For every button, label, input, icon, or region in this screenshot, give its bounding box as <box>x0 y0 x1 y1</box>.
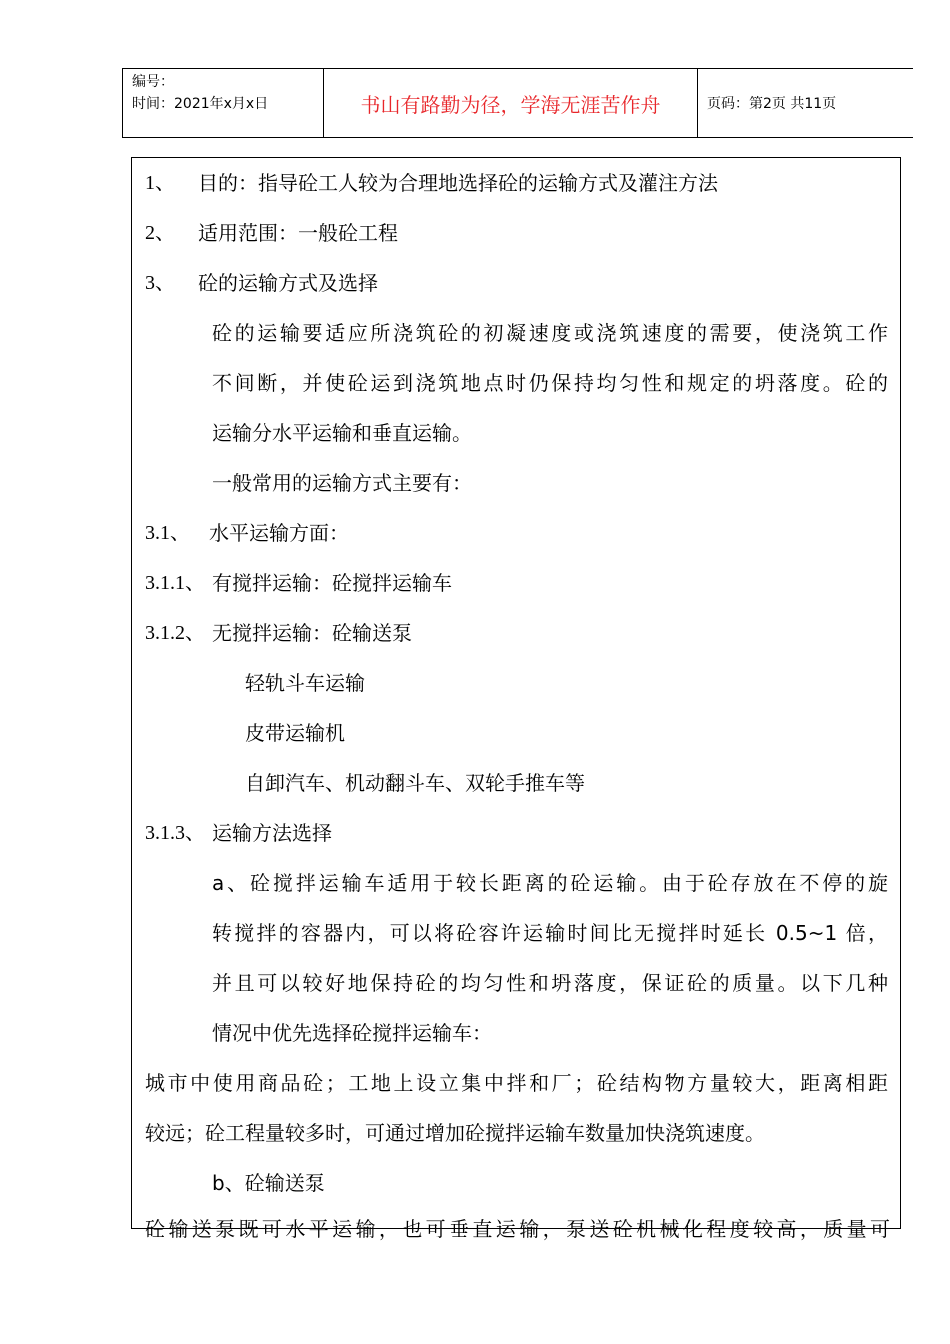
header-meta-cell <box>123 69 324 137</box>
subsection-3-1-1-number: 3.1.1、 <box>145 572 205 594</box>
subsection-3-1-text: 水平运输方面： <box>209 521 349 545</box>
paragraph-line: 运输分水平运输和垂直运输。 <box>212 421 472 445</box>
section-3-number: 3、 <box>145 272 175 294</box>
paragraph-line: 城市中使用商品砼；工地上设立集中拌和厂；砼结构物方量较大，距离相距 <box>145 1071 888 1095</box>
page-number-label: 页码：第2页 共11页 <box>707 96 837 112</box>
section-1-text: 目的：指导砼工人较为合理地选择砼的运输方式及灌注方法 <box>198 171 718 195</box>
paragraph-line: 不间断，并使砼运到浇筑地点时仍保持均匀性和规定的坍落度。砼的 <box>212 371 888 395</box>
paragraph-line: 砼的运输要适应所浇筑砼的初凝速度或浇筑速度的需要，使浇筑工作 <box>212 321 888 345</box>
subsection-3-1-3-number: 3.1.3、 <box>145 822 205 844</box>
list-item: 皮带运输机 <box>245 721 345 745</box>
subsection-3-1-3-text: 运输方法选择 <box>212 821 332 845</box>
document-header <box>122 68 913 138</box>
paragraph-line: 转搅拌的容器内，可以将砼容许运输时间比无搅拌时延长 0.5~1 倍， <box>212 921 888 945</box>
header-motto: 书山有路勤为径，学海无涯苦作舟 <box>324 69 698 137</box>
subsection-3-1-number: 3.1、 <box>145 522 190 544</box>
paragraph-line: 较远；砼工程量较多时，可通过增加砼搅拌运输车数量加快浇筑速度。 <box>145 1121 765 1145</box>
subsection-3-1-2-number: 3.1.2、 <box>145 622 205 644</box>
section-1-number: 1、 <box>145 172 175 194</box>
paragraph-line: 砼输送泵既可水平运输，也可垂直运输，泵送砼机械化程度较高，质量可 <box>145 1217 890 1241</box>
subsection-3-1-1-text: 有搅拌运输：砼搅拌运输车 <box>212 571 452 595</box>
paragraph-line: a、砼搅拌运输车适用于较长距离的砼运输。由于砼存放在不停的旋 <box>212 871 888 895</box>
paragraph-line: 并且可以较好地保持砼的均匀性和坍落度，保证砼的质量。以下几种 <box>212 971 888 995</box>
subsection-b-title: b、砼输送泵 <box>212 1171 325 1195</box>
document-time-label: 时间：2021年x月x日 <box>132 96 269 112</box>
section-2-text: 适用范围：一般砼工程 <box>198 221 398 245</box>
section-2-number: 2、 <box>145 222 175 244</box>
subsection-3-1-2-text: 无搅拌运输：砼输送泵 <box>212 621 412 645</box>
list-item: 轻轨斗车运输 <box>245 671 365 695</box>
document-number-label: 编号： <box>132 74 174 90</box>
paragraph-line: 一般常用的运输方式主要有： <box>212 471 472 495</box>
paragraph-line: 情况中优先选择砼搅拌运输车： <box>212 1021 492 1045</box>
section-3-text: 砼的运输方式及选择 <box>198 271 378 295</box>
list-item: 自卸汽车、机动翻斗车、双轮手推车等 <box>245 771 585 795</box>
